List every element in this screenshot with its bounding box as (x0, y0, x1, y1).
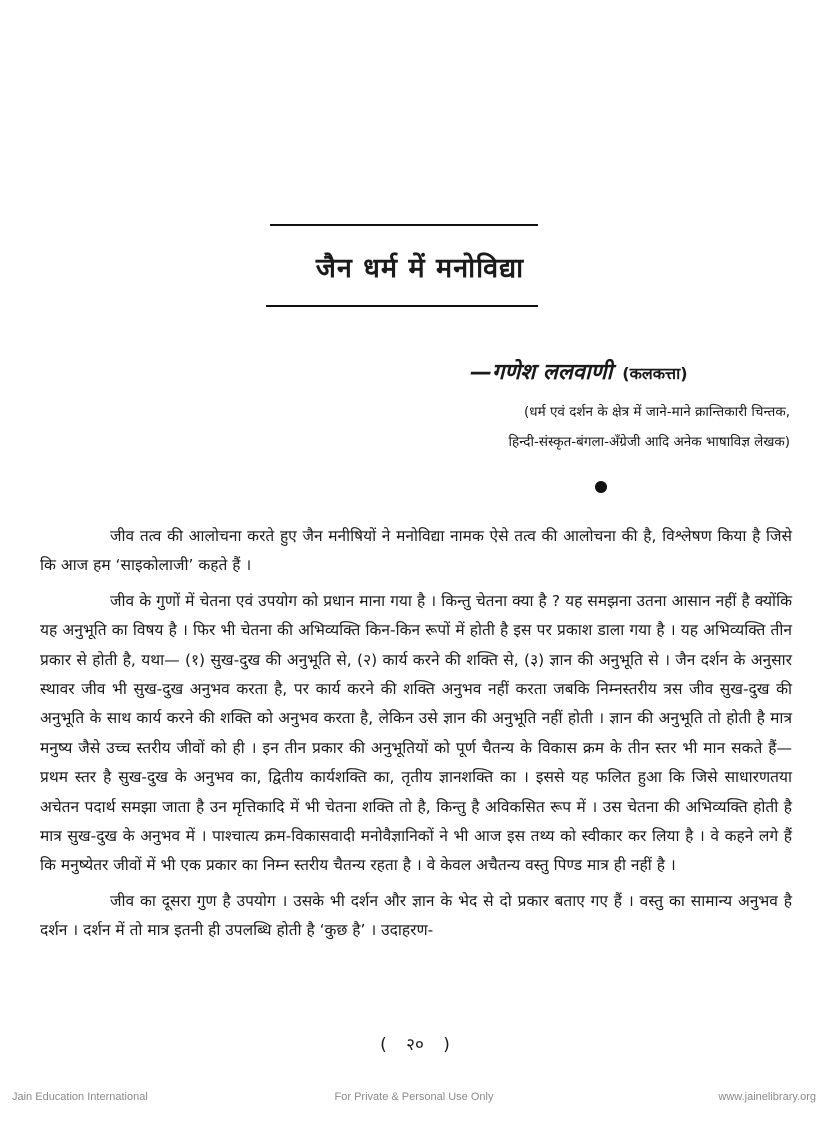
footer-usage-note: For Private & Personal Use Only (334, 1091, 494, 1103)
author-byline (470, 356, 688, 386)
paragraph: जीव तत्व की आलोचना करते हुए जैन मनीषियों ने मनोविद्या नामक ऐसे तत्व की आलोचना की है, विश्लेषण किया है जिसे कि आज हम ‘साइकोलाजी’ कहते हैं । (40, 527, 792, 575)
article-title: जैन धर्म में मनोविद्या (315, 253, 525, 284)
title-rule-top (270, 224, 538, 226)
paragraph: जीव के गुणों में चेतना एवं उपयोग को प्रधान माना गया है । किन्तु चेतना क्या है ? यह समझना उतना आसान नहीं है क्योंकि यह अनुभूति का विषय है । फिर भी चेतना की अभिव्यक्ति किन-किन रूपों में होती है इस पर प्रकाश डाला गया है । यह अभिव्यक्ति तीन प्रकार से होती है, यथा— (१) सुख-दुख की अनुभूति से, (२) कार्य करने की शक्ति से, (३) ज्ञान की अनुभूति से । जैन दर्शन के अनुसार स्थावर जीव भी सुख-दुख अनुभव करता है, पर कार्य करने की शक्ति अनुभव नहीं करता जबकि निम्नस्तरीय त्रस जीव सुख-दुख की अनुभूति के साथ कार्य करने की शक्ति को अनुभव करता है, लेकिन उसे ज्ञान की अनुभूति नहीं होती । ज्ञान की अनुभूति तो होती है मात्र मनुष्य जैसे उच्च स्तरीय जीवों को ही । इन तीन प्रकार की अनुभूतियों को पूर्ण चैतन्य के विकास क्रम के तीन स्तर भी मान सकते हैं— प्रथम स्तर है सुख-दुख के अनुभव का, द्वितीय कार्यशक्ति का, तृतीय ज्ञानशक्ति का । इससे यह फलित हुआ कि जिसे साधारणतया अचेतन पदार्थ समझा जाता है उन मृत्तिकादि में भी चेतना शक्ति तो है, किन्तु है अविकसित रूप में । उस चेतना की अभिव्यक्ति होती है मात्र सुख-दुख के अनुभव में । पाश्चात्य क्रम-विकासवादी मनोवैज्ञानिकों ने भी आज इस तथ्य को स्वीकार कर लिया है । वे कहने लगे हैं कि मनुष्येतर जीवों में भी एक प्रकार का निम्न स्तरीय चैतन्य रहता है । वे केवल अचैतन्य वस्तु पिण्ड मात्र ही नहीं है । (40, 591, 792, 875)
bio-line: हिन्दी-संस्कृत-बंगला-अँग्रेजी आदि अनेक भाषाविज्ञ लेखक) (508, 434, 790, 450)
author-bio (380, 397, 790, 457)
page-footer (0, 1091, 828, 1107)
title-rule-bottom (266, 305, 538, 307)
author-name: —गणेश ललवाणी (470, 360, 613, 385)
section-bullet-icon (595, 481, 607, 493)
footer-publisher: Jain Education International (12, 1091, 148, 1103)
article-body (40, 522, 792, 952)
author-city: (कलकत्ता) (622, 364, 688, 383)
bio-line: (धर्म एवं दर्शन के क्षेत्र में जाने-माने क्रान्तिकारी चिन्तक, (524, 404, 790, 420)
footer-website-link[interactable]: www.jainelibrary.org (718, 1091, 816, 1103)
paragraph: जीव का दूसरा गुण है उपयोग । उसके भी दर्शन और ज्ञान के भेद से दो प्रकार बताए गए हैं । वस्तु का सामान्य अनुभव है दर्शन । दर्शन में तो मात्र इतनी ही उपलब्धि होती है ‘कुछ है’ । उदाहरण- (40, 891, 792, 940)
page-number: ( २० ) (380, 1035, 450, 1055)
